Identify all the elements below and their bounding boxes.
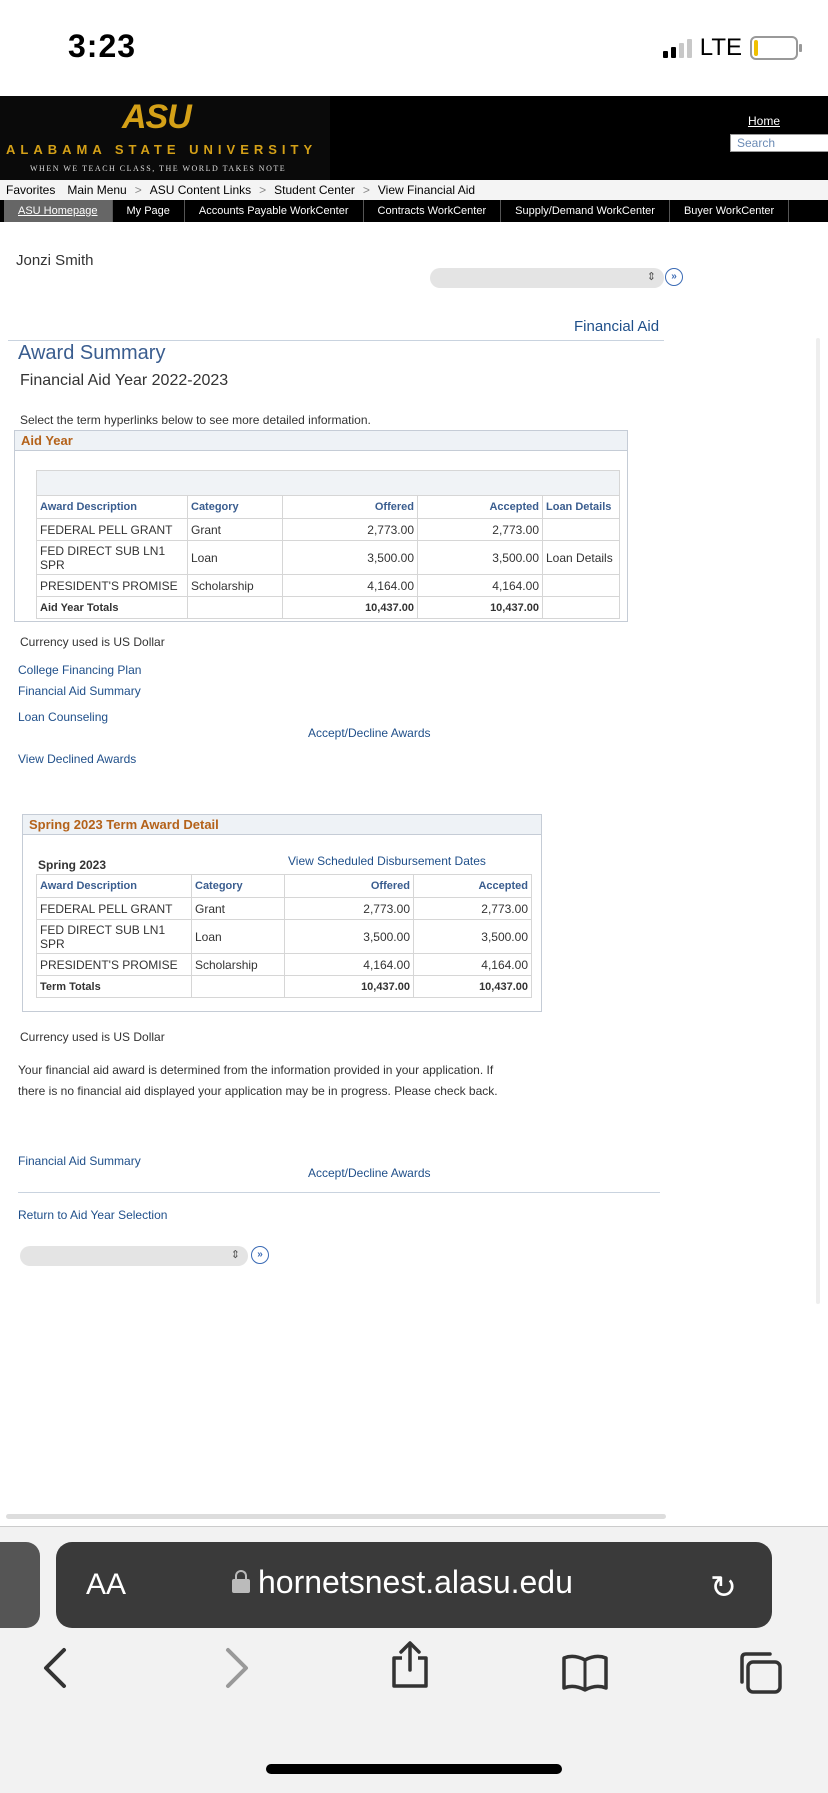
total-offered: 10,437.00 [283, 597, 418, 619]
award-offered: 3,500.00 [285, 920, 414, 954]
loan-counseling-link[interactable]: Loan Counseling [18, 710, 109, 724]
totals-label: Aid Year Totals [37, 597, 188, 619]
table-row [37, 898, 532, 920]
breadcrumb-view-fa[interactable]: View Financial Aid [377, 183, 476, 197]
table-row [37, 920, 532, 954]
award-description: PRESIDENT'S PROMISE [37, 575, 188, 597]
forward-icon[interactable] [222, 1646, 252, 1700]
university-name: ALABAMA STATE UNIVERSITY [6, 142, 318, 157]
chevron-right-icon: > [259, 183, 267, 197]
award-description: FEDERAL PELL GRANT [37, 519, 188, 541]
workcenter-tabs [0, 200, 828, 222]
updown-icon: ⇕ [230, 1249, 240, 1261]
total-offered: 10,437.00 [285, 976, 414, 998]
financial-aid-summary-link[interactable]: Financial Aid Summary [18, 684, 141, 698]
term-label: Spring 2023 [38, 858, 107, 872]
col-category: Category [192, 875, 285, 898]
col-award-description: Award Description [37, 496, 188, 519]
breadcrumb-student-center[interactable]: Student Center [274, 183, 355, 197]
tab-buyer[interactable]: Buyer WorkCenter [670, 200, 789, 222]
url-text: hornetsnest.alasu.edu [258, 1564, 573, 1600]
reader-aa-button[interactable]: AA [86, 1568, 127, 1601]
loan-details-cell [543, 519, 620, 541]
empty-cell [192, 976, 285, 998]
view-declined-link[interactable]: View Declined Awards [18, 752, 137, 766]
award-accepted: 2,773.00 [418, 519, 543, 541]
scheduled-disbursement-link[interactable]: View Scheduled Disbursement Dates [288, 854, 486, 868]
url-display[interactable] [232, 1564, 573, 1601]
go-icon[interactable]: » [251, 1246, 269, 1264]
col-award-description: Award Description [37, 875, 192, 898]
table-row [37, 519, 620, 541]
award-description: FEDERAL PELL GRANT [37, 898, 192, 920]
reload-icon[interactable]: ↻ [710, 1569, 737, 1605]
share-icon[interactable] [388, 1640, 432, 1700]
chevron-right-icon: > [362, 183, 370, 197]
home-link[interactable]: Home [747, 114, 780, 128]
award-accepted: 4,164.00 [414, 954, 532, 976]
award-category: Scholarship [188, 575, 283, 597]
award-offered: 2,773.00 [283, 519, 418, 541]
empty-cell [543, 597, 620, 619]
currency-note: Currency used is US Dollar [20, 635, 165, 649]
award-description: PRESIDENT'S PROMISE [37, 954, 192, 976]
financial-aid-summary-link[interactable]: Financial Aid Summary [18, 1154, 141, 1168]
aid-year-table [36, 470, 620, 619]
instruction-text: Select the term hyperlinks below to see more detailed information. [20, 413, 371, 427]
search-input[interactable]: Search [730, 134, 828, 152]
tab-accounts-payable[interactable]: Accounts Payable WorkCenter [185, 200, 364, 222]
award-category: Grant [192, 898, 285, 920]
award-accepted: 3,500.00 [414, 920, 532, 954]
signal-icon [663, 38, 692, 58]
user-name: Jonzi Smith [16, 252, 94, 269]
aid-year-select-bottom[interactable] [20, 1246, 248, 1266]
financial-aid-link[interactable]: Financial Aid [574, 318, 660, 335]
award-accepted: 3,500.00 [418, 541, 543, 575]
tab-my-page[interactable]: My Page [113, 200, 185, 222]
table-row [37, 954, 532, 976]
home-indicator[interactable] [266, 1764, 562, 1774]
totals-label: Term Totals [37, 976, 192, 998]
tagline: WHEN WE TEACH CLASS, THE WORLD TAKES NOTE [30, 164, 287, 173]
accept-decline-link[interactable]: Accept/Decline Awards [308, 1166, 431, 1180]
award-accepted: 2,773.00 [414, 898, 532, 920]
college-financing-link[interactable]: College Financing Plan [18, 663, 142, 677]
aid-year-select[interactable] [430, 268, 664, 288]
bookmarks-icon[interactable] [560, 1652, 610, 1702]
aid-year-header: Aid Year [15, 431, 627, 451]
col-loan-details: Loan Details [543, 496, 620, 519]
total-accepted: 10,437.00 [418, 597, 543, 619]
lock-icon [232, 1579, 250, 1593]
table-row [37, 541, 620, 575]
loan-details-link[interactable]: Loan Details [543, 541, 620, 575]
col-offered: Offered [283, 496, 418, 519]
award-offered: 4,164.00 [285, 954, 414, 976]
term-table [36, 874, 532, 998]
breadcrumb-content-links[interactable]: ASU Content Links [149, 183, 252, 197]
award-accepted: 4,164.00 [418, 575, 543, 597]
chevron-right-icon: > [134, 183, 142, 197]
award-offered: 4,164.00 [283, 575, 418, 597]
totals-row [37, 597, 620, 619]
col-accepted: Accepted [414, 875, 532, 898]
accept-decline-link[interactable]: Accept/Decline Awards [308, 726, 431, 740]
total-accepted: 10,437.00 [414, 976, 532, 998]
tab-supply-demand[interactable]: Supply/Demand WorkCenter [501, 200, 670, 222]
go-icon[interactable]: » [665, 268, 683, 286]
back-icon[interactable] [40, 1646, 70, 1700]
page-title: Award Summary [18, 342, 166, 364]
award-category: Loan [192, 920, 285, 954]
network-label: LTE [699, 34, 742, 61]
col-offered: Offered [285, 875, 414, 898]
previous-tab[interactable] [0, 1542, 40, 1628]
breadcrumb-favorites[interactable]: Favorites [6, 183, 56, 197]
award-category: Grant [188, 519, 283, 541]
horizontal-scrollbar[interactable] [6, 1514, 666, 1519]
vertical-scrollbar[interactable] [816, 338, 820, 1304]
award-offered: 2,773.00 [285, 898, 414, 920]
aid-year-subtitle: Financial Aid Year 2022-2023 [20, 372, 229, 389]
updown-icon: ⇕ [646, 271, 656, 283]
tab-contracts[interactable]: Contracts WorkCenter [364, 200, 502, 222]
tab-asu-homepage[interactable]: ASU Homepage [4, 200, 113, 222]
breadcrumb [0, 180, 828, 201]
disclaimer-text: Your financial aid award is determined from the information provided in your application. If there is no financial aid displayed your application may be in progress. Please check back. [18, 1063, 498, 1098]
loan-details-cell [543, 575, 620, 597]
award-description: FED DIRECT SUB LN1 SPR [37, 541, 188, 575]
award-category: Scholarship [192, 954, 285, 976]
asu-logo[interactable]: ASU [122, 98, 191, 136]
divider [8, 340, 664, 341]
empty-cell [188, 597, 283, 619]
breadcrumb-main-menu[interactable]: Main Menu [67, 183, 127, 197]
col-category: Category [188, 496, 283, 519]
table-row [37, 575, 620, 597]
battery-icon [750, 36, 798, 60]
status-time: 3:23 [68, 28, 137, 64]
tabs-icon[interactable] [736, 1650, 784, 1706]
col-accepted: Accepted [418, 496, 543, 519]
currency-note: Currency used is US Dollar [20, 1030, 165, 1044]
status-indicators [663, 34, 798, 62]
award-category: Loan [188, 541, 283, 575]
return-aid-year-link[interactable]: Return to Aid Year Selection [18, 1208, 168, 1222]
totals-row [37, 976, 532, 998]
award-description: FED DIRECT SUB LN1 SPR [37, 920, 192, 954]
divider [18, 1192, 660, 1193]
term-header[interactable]: Spring 2023 Term Award Detail [23, 815, 541, 835]
award-offered: 3,500.00 [283, 541, 418, 575]
